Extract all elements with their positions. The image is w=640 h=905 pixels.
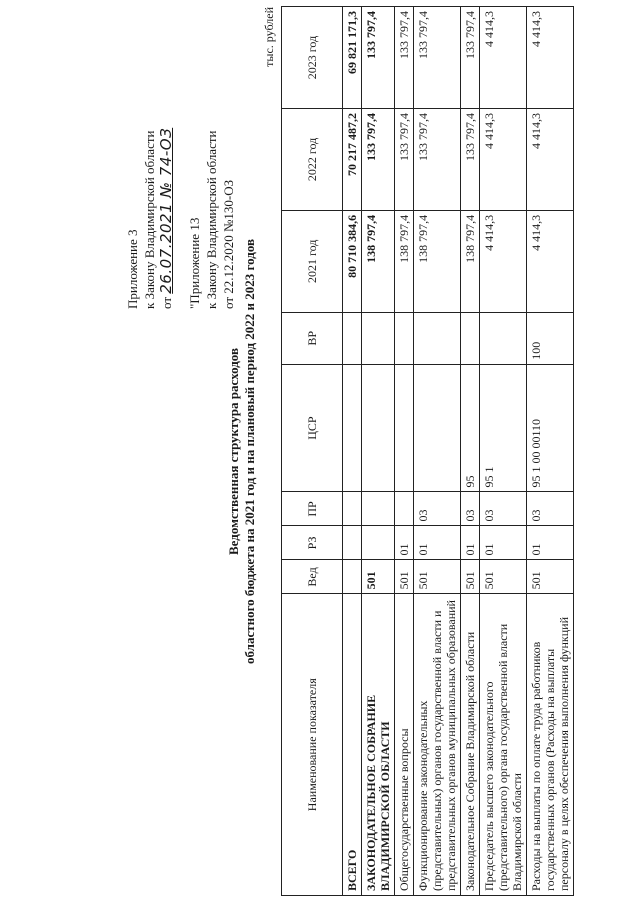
- cell-name: ЗАКОНОДАТЕЛЬНОЕ СОБРАНИЕ ВЛАДИМИРСКОЙ ОБЛАСТИ: [362, 594, 395, 896]
- cell-rz: [343, 526, 362, 560]
- cell-rz: 01: [527, 526, 574, 560]
- previous-appendix-line-3: от 22.12.2020 №130-ОЗ: [221, 179, 236, 309]
- table-row: [414, 7, 461, 896]
- cell-2023: 69 821 171,3: [343, 7, 362, 109]
- header-2021: 2021 год: [282, 210, 343, 312]
- cell-name: Расходы на выплаты по оплате труда работников государственных органов (Расходы на выплаты персоналу в целях обеспечения выполнения функций: [527, 594, 574, 896]
- cell-pr: 03: [414, 492, 461, 526]
- cell-rz: 01: [480, 526, 527, 560]
- cell-ved: 501: [480, 560, 527, 594]
- handwritten-date-number: 26.07.2021 № 74-ОЗ: [157, 127, 175, 294]
- cell-2021: 80 710 384,6: [343, 210, 362, 312]
- cell-vr: [461, 312, 480, 364]
- budget-table: [281, 6, 574, 896]
- cell-2023: 133 797,4: [362, 7, 395, 109]
- header-rz: РЗ: [282, 526, 343, 560]
- cell-ved: 501: [527, 560, 574, 594]
- cell-2022: 4 414,3: [480, 108, 527, 210]
- cell-pr: 03: [461, 492, 480, 526]
- cell-2021: 4 414,3: [480, 210, 527, 312]
- cell-csr: 95 1: [480, 364, 527, 492]
- table-row: [395, 7, 414, 896]
- header-2022: 2022 год: [282, 108, 343, 210]
- cell-rz: 01: [461, 526, 480, 560]
- cell-csr: 95 1 00 00110: [527, 364, 574, 492]
- cell-2022: 70 217 487,2: [343, 108, 362, 210]
- cell-2023: 4 414,3: [527, 7, 574, 109]
- header-vr: ВР: [282, 312, 343, 364]
- cell-rz: 01: [414, 526, 461, 560]
- cell-pr: [343, 492, 362, 526]
- cell-2021: 138 797,4: [395, 210, 414, 312]
- appendix-line-2: к Закону Владимирской области: [142, 130, 157, 309]
- table-row: [480, 7, 527, 896]
- appendix-date-prefix: от: [159, 296, 174, 309]
- table-row: [362, 7, 395, 896]
- table-row: [527, 7, 574, 896]
- cell-2022: 133 797,4: [362, 108, 395, 210]
- cell-2021: 4 414,3: [527, 210, 574, 312]
- title-line-1: Ведомственная структура расходов: [226, 348, 241, 555]
- previous-appendix-line-2: к Закону Владимирской области: [204, 130, 219, 309]
- header-2023: 2023 год: [282, 7, 343, 109]
- units-label: тыс. рублей: [262, 7, 276, 67]
- cell-vr: 100: [527, 312, 574, 364]
- cell-2023: 133 797,4: [395, 7, 414, 109]
- cell-csr: [395, 364, 414, 492]
- cell-2021: 138 797,4: [414, 210, 461, 312]
- cell-2022: 133 797,4: [461, 108, 480, 210]
- cell-vr: [362, 312, 395, 364]
- table-header-row: [282, 7, 343, 896]
- cell-2023: 133 797,4: [461, 7, 480, 109]
- header-pr: ПР: [282, 492, 343, 526]
- cell-csr: [414, 364, 461, 492]
- cell-ved: [343, 560, 362, 594]
- header-csr: ЦСР: [282, 364, 343, 492]
- cell-ved: 501: [362, 560, 395, 594]
- cell-2021: 138 797,4: [461, 210, 480, 312]
- cell-2021: 138 797,4: [362, 210, 395, 312]
- cell-name: Функционирование законодательных (представительных) органов государственной власти и представительных органов муниципальных образований: [414, 594, 461, 896]
- document-title: [226, 79, 258, 824]
- cell-2022: 4 414,3: [527, 108, 574, 210]
- cell-ved: 501: [461, 560, 480, 594]
- cell-ved: 501: [395, 560, 414, 594]
- header-name: Наименование показателя: [282, 594, 343, 896]
- cell-rz: 01: [395, 526, 414, 560]
- cell-vr: [414, 312, 461, 364]
- title-line-2: областного бюджета на 2021 год и на плановый период 2022 и 2023 годов: [242, 238, 257, 665]
- cell-vr: [395, 312, 414, 364]
- header-ved: Вед: [282, 560, 343, 594]
- cell-pr: 03: [527, 492, 574, 526]
- cell-2022: 133 797,4: [395, 108, 414, 210]
- cell-rz: [362, 526, 395, 560]
- cell-name: Законодательное Собрание Владимирской области: [461, 594, 480, 896]
- cell-vr: [343, 312, 362, 364]
- cell-ved: 501: [414, 560, 461, 594]
- table-row: [461, 7, 480, 896]
- cell-2022: 133 797,4: [414, 108, 461, 210]
- cell-name: Общегосударственные вопросы: [395, 594, 414, 896]
- cell-pr: [395, 492, 414, 526]
- cell-name: Председатель высшего законодательного (представительного) органа государственной власти Владимирской области: [480, 594, 527, 896]
- cell-name: ВСЕГО: [343, 594, 362, 896]
- table-row: [343, 7, 362, 896]
- cell-csr: 95: [461, 364, 480, 492]
- cell-pr: 03: [480, 492, 527, 526]
- cell-vr: [480, 312, 527, 364]
- appendix-line-3: [158, 128, 175, 309]
- cell-2023: 133 797,4: [414, 7, 461, 109]
- cell-csr: [362, 364, 395, 492]
- cell-pr: [362, 492, 395, 526]
- cell-2023: 4 414,3: [480, 7, 527, 109]
- appendix-line-1: Приложение 3: [125, 229, 140, 309]
- appendix-block: [124, 128, 175, 309]
- previous-appendix-line-1: "Приложение 13: [187, 217, 202, 309]
- cell-csr: [343, 364, 362, 492]
